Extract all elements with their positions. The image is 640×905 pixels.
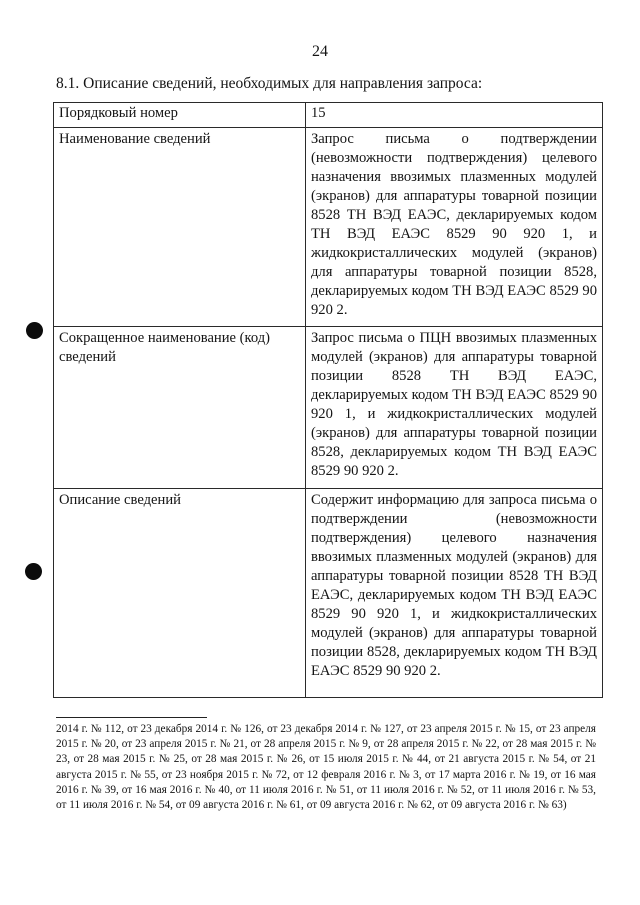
info-table [53,102,603,698]
table-row-info-name [54,128,603,327]
page-number: 24 [312,43,328,60]
table-row-description [54,489,603,698]
row-value: Запрос письма о подтверждении (невозможности подтверждения) целевого назначения ввозимых плазменных модулей (экранов) для аппаратуры товарной позиции 8528 ТН ВЭД ЕАЭС, декларируемых кодом ТН ВЭД ЕАЭС 8529 90 920 1, и жидкокристаллических модулей (экранов) для аппаратуры товарной позиции 8528, декларируемых кодом ТН ВЭД ЕАЭС 8529 90 920 2. [306,128,603,327]
table-row-sequence-number [54,103,603,128]
row-label: Сокращенное наименование (код) сведений [54,327,306,489]
section-heading: 8.1. Описание сведений, необходимых для направления запроса: [56,75,483,92]
footnote-divider [56,717,207,718]
row-value: Содержит информацию для запроса письма о подтверждении (невозможности подтверждения) целевого назначения ввозимых плазменных модулей (экранов) для аппаратуры товарной позиции 8528 ТН ВЭД ЕАЭС, декларируемых кодом ТН ВЭД ЕАЭС 8529 90 920 1, и жидкокристаллических модулей (экранов) для аппаратуры товарной позиции 8528, декларируемых кодом ТН ВЭД ЕАЭС 8529 90 920 2. [306,489,603,698]
row-value: Запрос письма о ПЦН ввозимых плазменных модулей (экранов) для аппаратуры товарной позиции 8528 ТН ВЭД ЕАЭС, декларируемых кодом ТН ВЭД ЕАЭС 8529 90 920 1, и жидкокристаллических модулей (экранов) для аппаратуры товарной позиции 8528, декларируемых кодом ТН ВЭД ЕАЭС 8529 90 920 2. [306,327,603,489]
row-label: Порядковый номер [54,103,306,128]
row-label: Наименование сведений [54,128,306,327]
footnote-text: 2014 г. № 112, от 23 декабря 2014 г. № 126, от 23 декабря 2014 г. № 127, от 23 апреля 2015 г. № 15, от 23 апреля 2015 г. № 20, от 23 апреля 2015 г. № 21, от 28 апреля 2015 г. № 9, от 28 апреля 2015 г. № 22, от 28 мая 2015 г. № 23, от 28 мая 2015 г. № 25, от 28 мая 2015 г. № 26, от 15 июля 2015 г. № 44, от 21 августа 2015 г. № 54, от 21 августа 2015 г. № 55, от 23 ноября 2015 г. № 72, от 12 февраля 2016 г. № 3, от 17 марта 2016 г. № 19, от 16 мая 2016 г. № 39, от 16 мая 2016 г. № 40, от 11 июля 2016 г. № 51, от 11 июля 2016 г. № 52, от 11 июля 2016 г. № 53, от 11 июля 2016 г. № 54, от 09 августа 2016 г. № 61, от 09 августа 2016 г. № 62, от 09 августа 2016 г. № 63) [56,723,596,812]
binder-hole-mark [25,563,42,580]
table-row-short-name [54,327,603,489]
row-value: 15 [306,103,603,128]
row-label: Описание сведений [54,489,306,698]
binder-hole-mark [26,322,43,339]
